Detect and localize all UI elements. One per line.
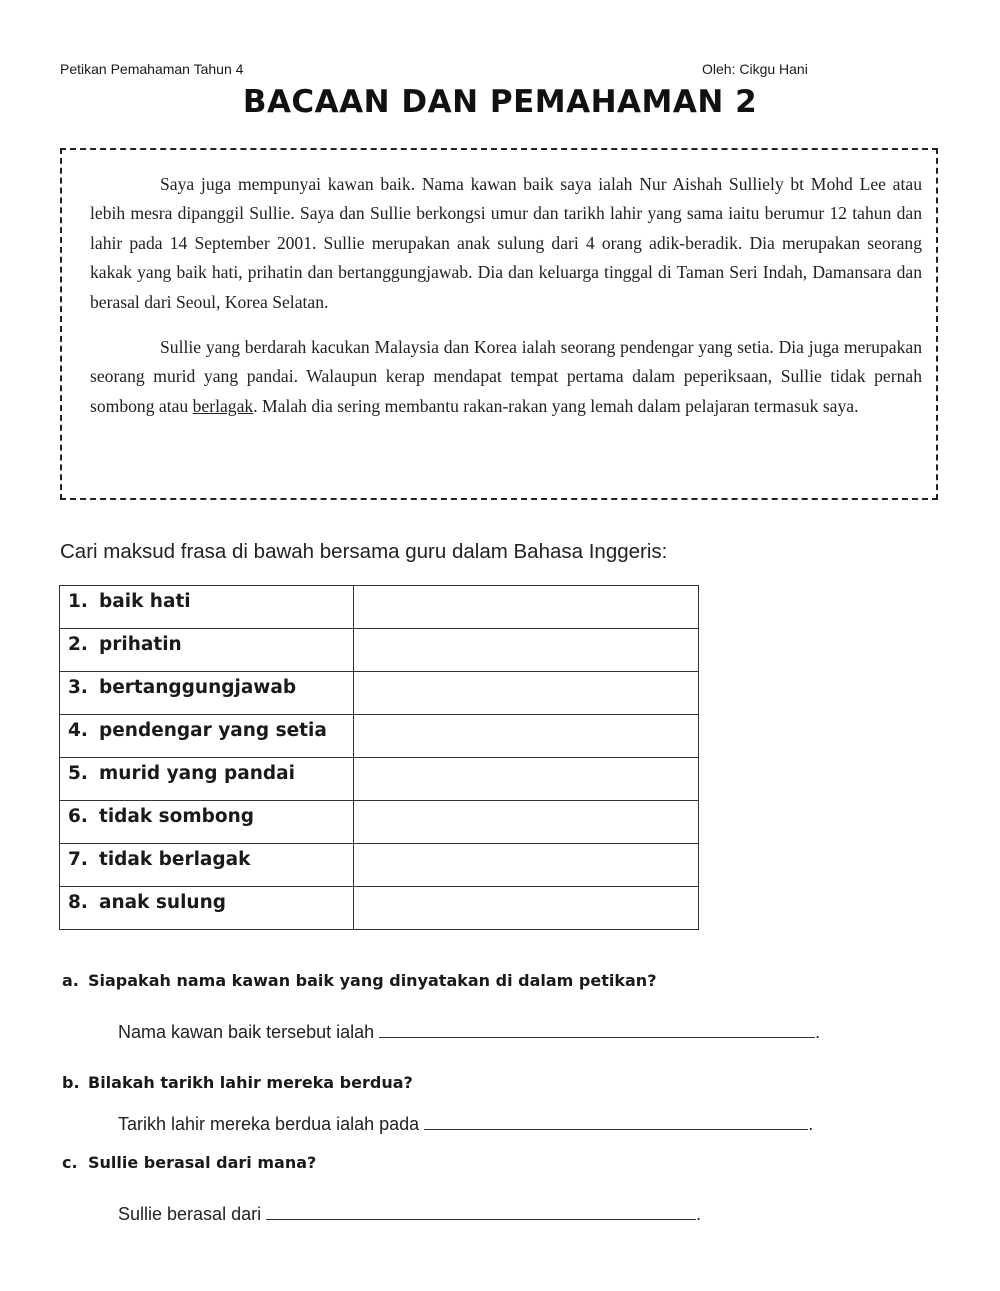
question-letter: a. [62, 971, 79, 990]
term-text: tidak sombong [99, 806, 255, 827]
answer-cell[interactable] [354, 844, 699, 887]
passage-paragraph-1: Saya juga mempunyai kawan baik. Nama kawan baik saya ialah Nur Aishah Sulliely bt Mohd Lee atau lebih mesra dipanggil Sullie. Saya dan Sullie berkongsi umur dan tarikh lahir yang sama iaitu berumur 12 tahun dan lahir pada 14 September 2001. Sullie merupakan anak sulung dari 4 orang adik-beradik. Dia merupakan seorang kakak yang baik hati, prihatin dan bertanggungjawab. Dia dan keluarga tinggal di Taman Seri Indah, Damansara dan berasal dari Seoul, Korea Selatan. [90, 174, 922, 312]
answer-prompt: Nama kawan baik tersebut ialah [118, 1022, 375, 1042]
table-row [60, 844, 699, 887]
term-text: bertanggungjawab [99, 677, 297, 698]
term-number: 6. [68, 806, 88, 827]
answer-cell[interactable] [354, 586, 699, 629]
vocabulary-table [59, 585, 699, 930]
question-b [62, 1073, 413, 1092]
question-c [62, 1153, 316, 1172]
answer-cell[interactable] [354, 801, 699, 844]
term-number: 2. [68, 634, 88, 655]
table-row [60, 672, 699, 715]
question-text: Sullie berasal dari mana? [88, 1153, 317, 1172]
table-row [60, 586, 699, 629]
header-subject: Petikan Pemahaman Tahun 4 [60, 61, 244, 77]
term-number: 1. [68, 591, 88, 612]
question-text: Siapakah nama kawan baik yang dinyatakan di dalam petikan? [88, 971, 657, 990]
answer-prompt: Tarikh lahir mereka berdua ialah pada [118, 1114, 420, 1134]
term-cell [60, 715, 354, 758]
passage-text: Sullie yang berdarah kacukan Malaysia dan Korea ialah seorang pendengar yang setia. Dia juga merupakan seorang murid yang pandai. Walaupun kerap mendapat tempat pertama dalam peperiksaan, Sullie tidak pernah sombong atau [90, 337, 922, 416]
term-cell [60, 844, 354, 887]
answer-blank[interactable] [266, 1202, 696, 1220]
table-row [60, 801, 699, 844]
answer-line-a [118, 1020, 820, 1043]
question-a [62, 971, 656, 990]
term-number: 7. [68, 849, 88, 870]
table-row [60, 887, 699, 930]
answer-cell[interactable] [354, 715, 699, 758]
term-text: pendengar yang setia [99, 720, 327, 741]
passage-paragraph-2 [90, 333, 922, 421]
question-letter: b. [62, 1073, 80, 1092]
term-number: 4. [68, 720, 88, 741]
term-cell [60, 672, 354, 715]
line-end: . [696, 1204, 702, 1224]
answer-blank[interactable] [424, 1112, 808, 1130]
term-number: 5. [68, 763, 88, 784]
term-cell [60, 801, 354, 844]
underlined-word: berlagak [192, 395, 254, 416]
passage-text: . Malah dia sering membantu rakan-rakan yang lemah dalam pelajaran termasuk saya. [253, 395, 859, 416]
answer-cell[interactable] [354, 629, 699, 672]
term-number: 8. [68, 892, 88, 913]
answer-prompt: Sullie berasal dari [118, 1204, 262, 1224]
answer-cell[interactable] [354, 672, 699, 715]
term-cell [60, 629, 354, 672]
table-row [60, 758, 699, 801]
term-cell [60, 586, 354, 629]
term-text: prihatin [99, 634, 182, 655]
line-end: . [808, 1114, 814, 1134]
term-cell [60, 758, 354, 801]
answer-line-b [118, 1112, 813, 1135]
reading-passage [60, 148, 938, 500]
term-text: anak sulung [99, 892, 226, 913]
line-end: . [815, 1022, 821, 1042]
question-text: Bilakah tarikh lahir mereka berdua? [88, 1073, 413, 1092]
answer-blank[interactable] [379, 1020, 815, 1038]
answer-cell[interactable] [354, 758, 699, 801]
table-row [60, 715, 699, 758]
answer-cell[interactable] [354, 887, 699, 930]
table-row [60, 629, 699, 672]
header-author: Oleh: Cikgu Hani [702, 61, 808, 77]
term-cell [60, 887, 354, 930]
instruction: Cari maksud frasa di bawah bersama guru dalam Bahasa Inggeris: [60, 540, 668, 563]
question-letter: c. [62, 1153, 78, 1172]
page-title: BACAAN DAN PEMAHAMAN 2 [242, 84, 758, 120]
term-text: tidak berlagak [99, 849, 251, 870]
answer-line-c [118, 1202, 701, 1225]
term-number: 3. [68, 677, 88, 698]
term-text: baik hati [99, 591, 191, 612]
term-text: murid yang pandai [99, 763, 295, 784]
